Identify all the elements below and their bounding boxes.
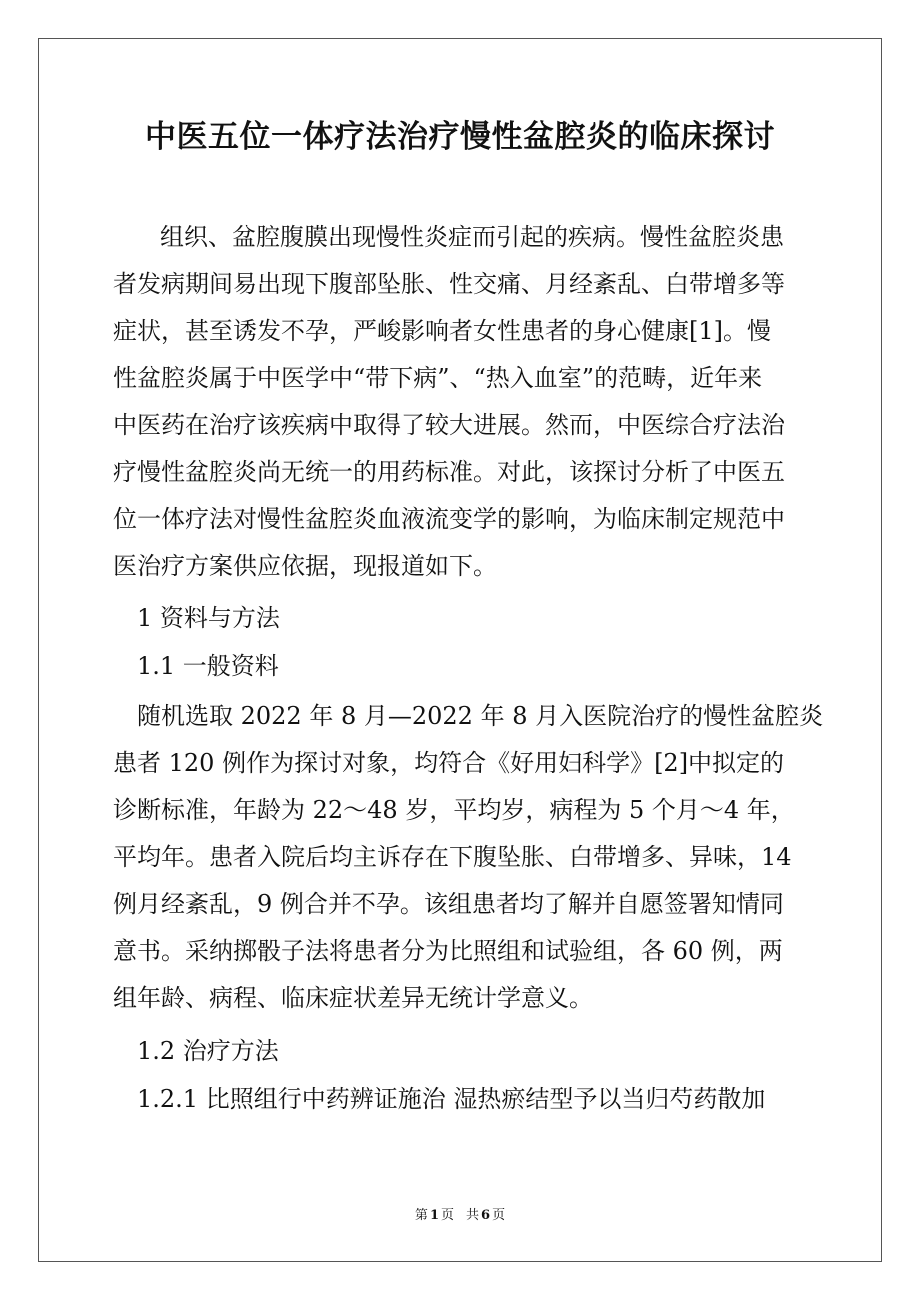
page-footer [38, 1207, 882, 1225]
footer-page-prefix: 第 [414, 1208, 428, 1223]
paragraph-line: 组织、盆腔腹膜出现慢性炎症而引起的疾病。慢性盆腔炎患 [160, 223, 784, 251]
paragraph-line: 医治疗方案供应依据，现报道如下。 [113, 552, 497, 580]
paragraph-line: 症状，甚至诱发不孕，严峻影响者女性患者的身心健康[1]。慢 [113, 317, 771, 345]
section-heading: 1 资料与方法 [137, 604, 280, 632]
subsection-heading: 1.1 一般资料 [137, 652, 279, 680]
subsection-heading: 1.2 治疗方法 [137, 1037, 279, 1065]
footer-page-current: 1 [429, 1208, 439, 1223]
paragraph-line: 中医药在治疗该疾病中取得了较大进展。然而，中医综合疗法治 [113, 411, 785, 439]
paragraph-line: 平均年。患者入院后均主诉存在下腹坠胀、白带增多、异味，14 [113, 843, 792, 871]
paragraph-line: 疗慢性盆腔炎尚无统一的用药标准。对此，该探讨分析了中医五 [113, 458, 785, 486]
paragraph-line: 意书。采纳掷骰子法将患者分为比照组和试验组，各 60 例，两 [113, 937, 783, 965]
footer-total-unit: 页 [492, 1208, 506, 1223]
paragraph-line: 者发病期间易出现下腹部坠胀、性交痛、月经紊乱、白带增多等 [113, 270, 785, 298]
paragraph-line: 性盆腔炎属于中医学中“带下病”、“热入血室”的范畴，近年来 [113, 364, 763, 392]
paragraph-line: 患者 120 例作为探讨对象，均符合《好用妇科学》[2]中拟定的 [113, 749, 785, 777]
paragraph-line: 随机选取 2022 年 8 月—2022 年 8 月入医院治疗的慢性盆腔炎 [137, 702, 824, 730]
paragraph-line: 组年龄、病程、临床症状差异无统计学意义。 [113, 984, 593, 1012]
paragraph-line: 诊断标准，年龄为 22～48 岁，平均岁，病程为 5 个月～4 年， [113, 796, 795, 824]
footer-page-unit: 页 [440, 1208, 454, 1223]
footer-total-prefix: 共 [466, 1208, 480, 1223]
paragraph-line: 位一体疗法对慢性盆腔炎血液流变学的影响，为临床制定规范中 [113, 505, 785, 533]
subsubsection-heading: 1.2.1 比照组行中药辨证施治 湿热瘀结型予以当归芍药散加 [137, 1085, 766, 1113]
paragraph-line: 例月经紊乱，9 例合并不孕。该组患者均了解并自愿签署知情同 [113, 890, 784, 918]
document-title: 中医五位一体疗法治疗慢性盆腔炎的临床探讨 [145, 119, 775, 155]
footer-page-total: 6 [481, 1208, 491, 1223]
